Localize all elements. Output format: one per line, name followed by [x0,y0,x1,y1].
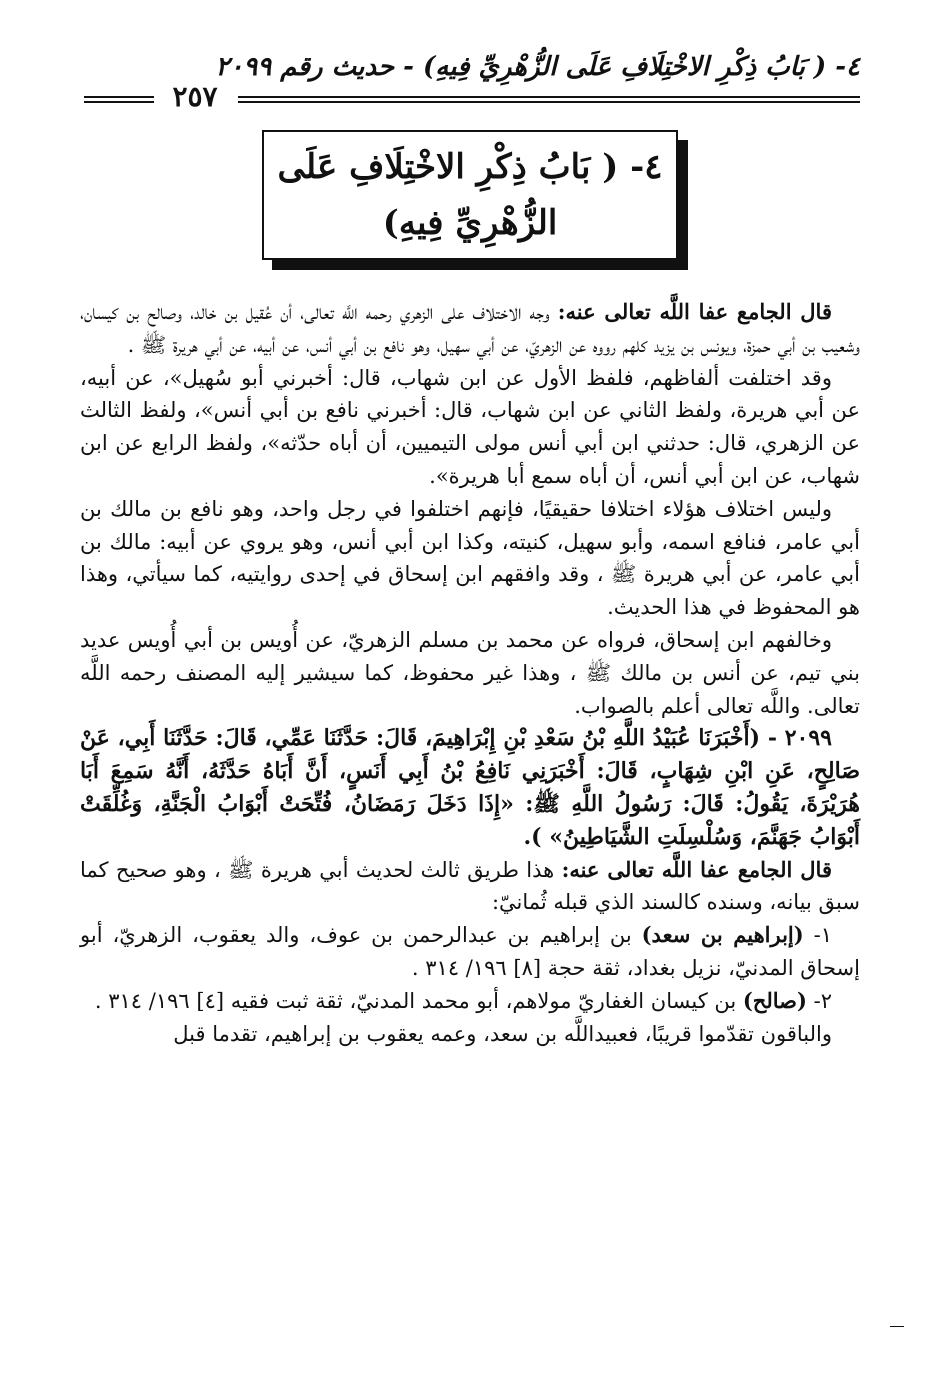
paragraph-3: وليس اختلاف هؤلاء اختلافا حقيقيًا، فإنهم اختلفوا في رجل واحد، وهو نافع بن مالك بن أبي عامر، فنافع اسمه، وأبو سهيل، كنيته، وكذا ابن أبي أنس، وهو يروي عن أبيه: مالك بن أبي عامر، عن أبي هريرة ﷺ ، وقد وافقهم ابن إسحاق في إحدى روايتيه، كما سيأتي، وهذا هو المحفوظ في هذا الحديث. [80,496,860,620]
paragraph-1 [80,296,860,362]
narrator-number: ١- [803,923,833,948]
narrator-text: بن إبراهيم بن عبدالرحمن بن عوف، والد يعقوب، الزهريّ، أبو إسحاق المدنيّ، نزيل بغداد، ثقة حجة [٨] ١٩٦/ ٣١٤ . [80,923,860,980]
hadith-text: ٢٠٩٩ - (أَخْبَرَنَا عُبَيْدُ اللَّهِ بْنُ سَعْدِ بْنِ إِبْرَاهِيمَ، قَالَ: حَدَّثَنَا عَمِّي، قَالَ: حَدَّثَنَا أَبِي، عَنْ صَالِحٍ، عَنِ ابْنِ شِهَابٍ، قَالَ: أَخْبَرَنِي نَافِعُ بْنُ أَبِي أَنَسٍ، أَنَّ أَبَاهُ حَدَّثَهُ، أَنَّهُ سَمِعَ أَبَا هُرَيْرَةَ، يَقُولُ: قَالَ: رَسُولُ اللَّهِ ﷺ: «إِذَا دَخَلَ رَمَضَانُ، فُتِّحَتْ أَبْوَابُ الْجَنَّةِ، وَغُلِّقَتْ أَبْوَابُ جَهَنَّمَ، وَسُلْسِلَتِ الشَّيَاطِينُ» ). [80,725,860,850]
chapter-title-box [262,130,678,260]
paragraph-2: وقد اختلفت ألفاظهم، فلفظ الأول عن ابن شهاب، قال: أخبرني أبو سُهيل»، عن أبيه، عن أبي هريرة، ولفظ الثاني عن ابن شهاب، قال: أخبرني نافع بن أبي أنس»، ولفظ الثالث عن الزهري، قال: حدثني ابن أبي أنس مولى التيميين، أن أباه حدّثه»، ولفظ الرابع عن ابن شهاب، عن ابن أبي أنس، أن أباه سمع أبا هريرة». [80,365,860,488]
header-rule [238,96,860,103]
narrator-2 [80,985,860,1018]
body-text [80,296,860,1050]
paragraph-text: وجه الاختلاف على الزهري رحمه اللَّه تعالى، أن عُقيل بن خالد، وصالح بن كيسان، وشعيب بن أبي حمزة، ويونس بن يزيد كلهم رووه عن الزهريّ، عن أبي سهيل، وهو نافع بن أبي أنس، عن أبيه، عن أبي هريرة ﷺ . [80,300,860,357]
page-number-rule [84,96,154,103]
chapter-title-line-1: ٤- ( بَابُ ذِكْرِ الاخْتِلَافِ عَلَى [277,147,663,187]
paragraph-4: وخالفهم ابن إسحاق، فرواه عن محمد بن مسلم الزهريّ، عن أُويس بن أبي أُويس عديد بني تيم، عن أنس بن مالك ﷺ ، وهذا غير محفوظ، كما سيشير إليه المصنف رحمه اللَّه تعالى. واللَّه تعالى أعلم بالصواب. [80,627,860,718]
narrator-1 [80,919,860,985]
running-header: ٤- ( بَابُ ذِكْرِ الاخْتِلَافِ عَلَى الزُّهْرِيِّ فِيهِ) - حديث رقم ٢٠٩٩ [215,52,860,82]
narrator-text: بن كيسان الغفاريّ مولاهم، أبو محمد المدنيّ، ثقة ثبت فقيه [٤] ١٩٦/ ٣١٤ . [94,988,743,1013]
paragraph-text: هذا طريق ثالث لحديث أبي هريرة ﷺ ، وهو صحيح كما سبق بيانه، وسنده كالسند الذي قبله ثُمانيّ: [80,857,860,915]
paragraph-lead: قال الجامع عفا اللَّه تعالى عنه: [557,299,832,324]
corner-mark [890,1326,904,1327]
narrator-number: ٢- [806,988,832,1013]
narrator-name: (إبراهيم بن سعد) [641,922,804,948]
narrator-name: (صالح) [742,987,807,1013]
page-number: ٢٥٧ [172,80,218,113]
chapter-title-line-2: الزُّهْرِيِّ فِيهِ) [382,203,558,243]
paragraph-6: والباقون تقدّموا قريبًا، فعبيداللَّه بن سعد، وعمه يعقوب بن إبراهيم، تقدما قبل [173,1021,832,1046]
paragraph-lead: قال الجامع عفا اللَّه تعالى عنه: [561,856,832,882]
paragraph-5 [80,854,860,920]
